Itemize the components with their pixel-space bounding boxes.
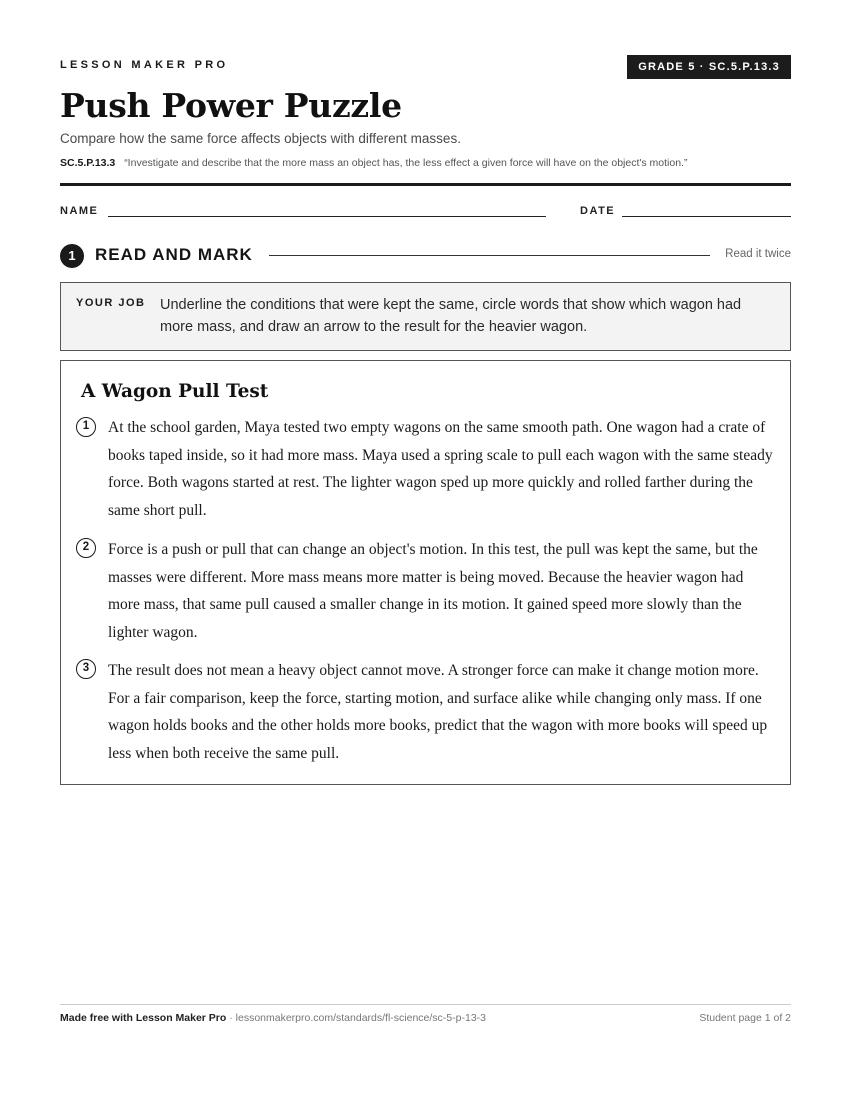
date-write-line[interactable] xyxy=(622,216,791,217)
your-job-label: YOUR JOB xyxy=(76,297,146,309)
your-job-box xyxy=(60,282,791,351)
paragraph-1: At the school garden, Maya tested two empty wagons on the same smooth path. One wagon had a crate of books taped inside, so it had more mass. Maya used a spring scale to pull each wagon with the same steady force. Both wagons started at rest. The lighter wagon sped up more quickly and rolled farther during the same short pull. xyxy=(108,419,773,519)
paragraph-number-3: 3 xyxy=(76,659,96,679)
worksheet-page xyxy=(60,0,791,1100)
worksheet-title: Push Power Puzzle xyxy=(60,86,402,125)
reading-passage xyxy=(60,360,791,785)
date-label: DATE xyxy=(580,205,616,217)
footer-credit xyxy=(60,1012,486,1024)
section-note: Read it twice xyxy=(725,248,791,260)
passage-title: A Wagon Pull Test xyxy=(81,381,269,402)
name-label: NAME xyxy=(60,205,99,217)
footer-divider xyxy=(60,1004,791,1005)
footer-brand: Made free with Lesson Maker Pro xyxy=(60,1012,227,1024)
grade-standard-badge: GRADE 5 · SC.5.P.13.3 xyxy=(627,55,791,79)
footer-url: · lessonmakerpro.com/standards/fl-science/sc-5-p-13-3 xyxy=(226,1012,486,1024)
header-divider xyxy=(60,183,791,186)
paragraph-number-1: 1 xyxy=(76,417,96,437)
section-title: READ AND MARK xyxy=(95,245,253,264)
top-bar xyxy=(60,55,791,79)
worksheet-subtitle: Compare how the same force affects objects with different masses. xyxy=(60,131,461,146)
page-indicator: Student page 1 of 2 xyxy=(699,1012,791,1024)
standard-text: “Investigate and describe that the more mass an object has, the less effect a given force will have on the object's motion.” xyxy=(124,157,688,169)
name-write-line[interactable] xyxy=(108,216,546,217)
paragraph-2: Force is a push or pull that can change an object's motion. In this test, the pull was kept the same, but the masses were different. More mass means more matter is being moved. Because the heavier wagon had more mass, that same pull caused a smaller change in its motion. It gained speed more slowly than the lighter wagon. xyxy=(108,541,758,641)
your-job-instructions: Underline the conditions that were kept the same, circle words that show which wagon had more mass, and draw an arrow to the result for the heavier wagon. xyxy=(160,297,742,335)
paragraph-3: The result does not mean a heavy object cannot move. A stronger force can make it change motion more. For a fair comparison, keep the force, starting motion, and surface alike while changing only mass. If one wagon holds books and the other holds more books, predict that the wagon with more books will speed up less when both receive the same pull. xyxy=(108,662,768,762)
brand-name: LESSON MAKER PRO xyxy=(60,59,229,71)
standard-code: SC.5.P.13.3 xyxy=(60,157,116,169)
section-rule xyxy=(269,255,710,256)
standard-statement xyxy=(60,157,687,169)
paragraph-number-2: 2 xyxy=(76,538,96,558)
section-number-badge: 1 xyxy=(60,244,84,268)
section-header xyxy=(60,243,791,269)
